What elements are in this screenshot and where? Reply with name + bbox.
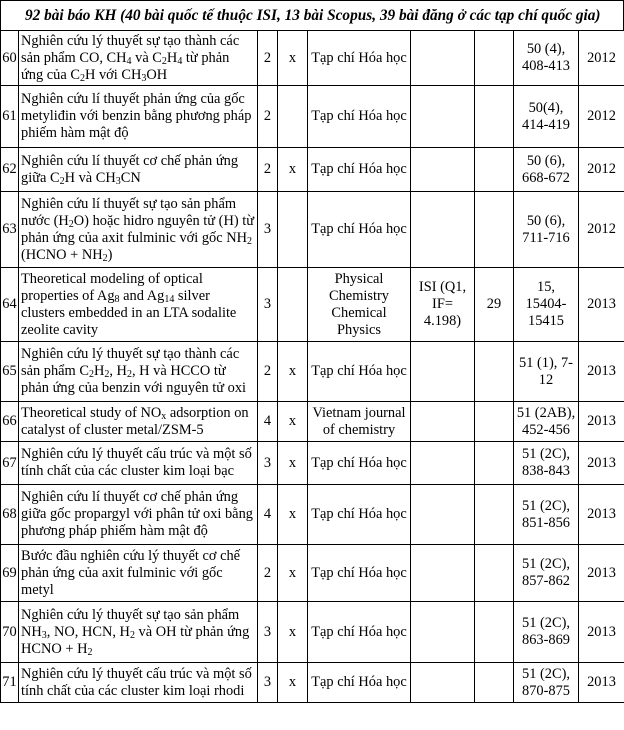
volume-pages-cell: 50 (4), 408-413 <box>514 31 579 86</box>
index-cell <box>411 86 475 148</box>
row-number-cell: 60 <box>1 31 19 86</box>
main-author-mark-cell: x <box>278 148 308 192</box>
index-cell <box>411 602 475 663</box>
citation-cell <box>475 442 514 485</box>
title-text: , H và HCCO từ phản ứng của benzin với nguyên tử oxi <box>21 363 247 396</box>
title-subscript: 2 <box>79 72 85 84</box>
author-count-cell: 2 <box>258 31 278 86</box>
title-text: OH <box>146 66 168 83</box>
index-cell <box>411 402 475 442</box>
index-cell <box>411 545 475 602</box>
article-title-cell <box>19 602 258 663</box>
index-cell <box>411 342 475 402</box>
row-number-cell: 61 <box>1 86 19 148</box>
title-text: H với CH <box>84 66 142 83</box>
title-subscript: 2 <box>161 55 167 67</box>
year-cell: 2012 <box>579 192 624 268</box>
title-subscript: 2 <box>247 235 253 247</box>
citation-cell <box>475 148 514 192</box>
row-number-cell: 62 <box>1 148 19 192</box>
title-text: và OH từ phản ứng HCNO + H <box>21 623 250 657</box>
index-cell <box>411 663 475 703</box>
article-title-cell <box>19 86 258 148</box>
article-title-cell <box>19 148 258 192</box>
citation-cell <box>475 545 514 602</box>
title-subscript: 3 <box>41 629 47 641</box>
citation-cell <box>475 86 514 148</box>
title-text: , H <box>109 363 127 379</box>
article-title-cell <box>19 342 258 402</box>
volume-pages-cell: 51 (2AB), 452-456 <box>514 402 579 442</box>
author-count-cell: 2 <box>258 86 278 148</box>
citation-cell <box>475 192 514 268</box>
title-text: and Ag <box>119 287 165 304</box>
author-count-cell: 3 <box>258 268 278 342</box>
citation-cell <box>475 342 514 402</box>
table-row <box>1 31 624 86</box>
author-count-cell: 2 <box>258 545 278 602</box>
title-text: (HCNO + NH <box>21 246 103 263</box>
title-subscript: 2 <box>88 369 94 380</box>
table-row <box>1 602 624 663</box>
journal-cell: Tạp chí Hóa học <box>308 602 411 663</box>
article-title-cell <box>19 402 258 442</box>
journal-cell: Tạp chí Hóa học <box>308 192 411 268</box>
row-number-cell: 66 <box>1 402 19 442</box>
year-cell: 2012 <box>579 31 624 86</box>
title-text: Nghiên cứu lí thuyết cơ chế phản ứng giữa gốc propargyl với phân tử oxi bằng phương pháp phiếm hàm mật độ <box>21 489 253 539</box>
volume-pages-cell: 50(4), 414-419 <box>514 86 579 148</box>
main-author-mark-cell: x <box>278 31 308 86</box>
index-cell <box>411 31 475 86</box>
author-count-cell: 4 <box>258 485 278 545</box>
title-text: H <box>93 363 105 379</box>
row-number-cell: 70 <box>1 602 19 663</box>
author-count-cell: 3 <box>258 663 278 703</box>
volume-pages-cell: 51 (2C), 851-856 <box>514 485 579 545</box>
main-author-mark-cell: x <box>278 442 308 485</box>
index-cell <box>411 148 475 192</box>
citation-cell <box>475 485 514 545</box>
title-text: Nghiên cứu lí thuyết cơ chế phản ứng giữa C <box>21 152 239 186</box>
title-text: CN <box>120 169 141 186</box>
article-title-cell <box>19 192 258 268</box>
title-subscript: 2 <box>87 646 93 658</box>
publications-table <box>0 30 624 703</box>
year-cell: 2013 <box>579 442 624 485</box>
main-author-mark-cell: x <box>278 663 308 703</box>
row-number-cell: 63 <box>1 192 19 268</box>
article-title-cell <box>19 545 258 602</box>
year-cell: 2012 <box>579 86 624 148</box>
year-cell: 2013 <box>579 402 624 442</box>
title-text: Theoretical study of NO <box>21 404 162 421</box>
year-cell: 2013 <box>579 545 624 602</box>
row-number-cell: 67 <box>1 442 19 485</box>
section-header <box>0 0 624 30</box>
author-count-cell: 2 <box>258 148 278 192</box>
journal-cell: Physical Chemistry Chemical Physics <box>308 268 411 342</box>
journal-cell: Tạp chí Hóa học <box>308 442 411 485</box>
title-text: Nghiên cứu lý thuyết cấu trúc và một số tính chất của các cluster kim loại rhodi <box>21 665 252 699</box>
title-text: adsorption on catalyst of cluster metal/ZSM-5 <box>21 404 249 438</box>
table-row <box>1 342 624 402</box>
index-cell <box>411 192 475 268</box>
title-subscript: 2 <box>104 369 110 380</box>
article-title-cell <box>19 442 258 485</box>
citation-cell <box>475 602 514 663</box>
volume-pages-cell: 51 (2C), 863-869 <box>514 602 579 663</box>
index-cell: ISI (Q1, IF= 4.198) <box>411 268 475 342</box>
publications-body <box>1 31 624 703</box>
section-title: 92 bài báo KH (40 bài quốc tế thuộc ISI, 13 bài Scopus, 39 bài đăng ở các tạp chí quốc gia) <box>25 6 601 24</box>
table-row <box>1 663 624 703</box>
title-subscript: 8 <box>114 293 120 305</box>
title-text: Nghiên cứu lý thuyết sự tạo thành các sản phẩm C <box>21 346 240 379</box>
author-count-cell: 3 <box>258 192 278 268</box>
author-count-cell: 4 <box>258 402 278 442</box>
citation-cell <box>475 663 514 703</box>
table-row <box>1 148 624 192</box>
index-cell <box>411 485 475 545</box>
volume-pages-cell: 50 (6), 668-672 <box>514 148 579 192</box>
row-number-cell: 68 <box>1 485 19 545</box>
title-subscript: 2 <box>129 629 135 641</box>
title-text: O) hoặc hidro nguyên tử (H) từ phản ứng của axit fulminic với gốc NH <box>21 212 255 246</box>
title-text: Nghiên cứu lí thuyết sự tạo sản phẩm nước (H <box>21 195 237 229</box>
table-row <box>1 402 624 442</box>
volume-pages-cell: 15, 15404-15415 <box>514 268 579 342</box>
journal-cell: Tạp chí Hóa học <box>308 485 411 545</box>
row-number-cell: 71 <box>1 663 19 703</box>
title-text: Nghiên cứu lý thuyết sự tạo thành các sản phẩm CO, CH <box>21 32 240 66</box>
title-text: Nghiên cứu lý thuyết cấu trúc và một số tính chất của các cluster kim loại bạc <box>21 446 252 479</box>
journal-cell: Tạp chí Hóa học <box>308 342 411 402</box>
citation-cell <box>475 31 514 86</box>
row-number-cell: 69 <box>1 545 19 602</box>
volume-pages-cell: 51 (2C), 870-875 <box>514 663 579 703</box>
article-title-cell <box>19 31 258 86</box>
title-subscript: 2 <box>68 218 74 230</box>
year-cell: 2013 <box>579 342 624 402</box>
main-author-mark-cell <box>278 192 308 268</box>
year-cell: 2013 <box>579 663 624 703</box>
journal-cell: Vietnam journal of chemistry <box>308 402 411 442</box>
volume-pages-cell: 51 (1), 7-12 <box>514 342 579 402</box>
main-author-mark-cell: x <box>278 485 308 545</box>
title-subscript: 14 <box>164 293 175 305</box>
title-subscript: 2 <box>102 252 108 264</box>
journal-cell: Tạp chí Hóa học <box>308 148 411 192</box>
title-text: Theoretical modeling of optical properties of Ag <box>21 270 203 304</box>
main-author-mark-cell: x <box>278 342 308 402</box>
article-title-cell <box>19 485 258 545</box>
table-row <box>1 442 624 485</box>
title-subscript: 3 <box>115 175 121 187</box>
article-title-cell <box>19 663 258 703</box>
main-author-mark-cell <box>278 268 308 342</box>
title-text: silver clusters embedded in an LTA sodalite zeolite cavity <box>21 287 237 338</box>
volume-pages-cell: 50 (6), 711-716 <box>514 192 579 268</box>
article-title-cell <box>19 268 258 342</box>
journal-cell: Tạp chí Hóa học <box>308 663 411 703</box>
journal-cell: Tạp chí Hóa học <box>308 86 411 148</box>
title-text: Nghiên cứu lí thuyết phản ứng của gốc metyliđin với benzin bằng phương pháp phiếm hàm mật độ <box>21 91 252 141</box>
table-row <box>1 268 624 342</box>
row-number-cell: 64 <box>1 268 19 342</box>
year-cell: 2013 <box>579 602 624 663</box>
year-cell: 2013 <box>579 485 624 545</box>
author-count-cell: 3 <box>258 602 278 663</box>
journal-cell: Tạp chí Hóa học <box>308 31 411 86</box>
title-subscript: 2 <box>59 175 65 187</box>
title-subscript: 2 <box>126 369 132 380</box>
table-row <box>1 485 624 545</box>
author-count-cell: 2 <box>258 342 278 402</box>
table-row <box>1 86 624 148</box>
title-text: Nghiên cứu lý thuyết sự tạo sản phẩm NH <box>21 606 240 640</box>
title-subscript: x <box>161 410 167 422</box>
title-subscript: 4 <box>177 55 183 67</box>
table-row <box>1 192 624 268</box>
author-count-cell: 3 <box>258 442 278 485</box>
main-author-mark-cell: x <box>278 402 308 442</box>
table-row <box>1 545 624 602</box>
title-subscript: 3 <box>141 72 147 84</box>
main-author-mark-cell <box>278 86 308 148</box>
volume-pages-cell: 51 (2C), 857-862 <box>514 545 579 602</box>
main-author-mark-cell: x <box>278 602 308 663</box>
year-cell: 2013 <box>579 268 624 342</box>
title-text: , NO, HCN, H <box>46 623 130 640</box>
title-text: H <box>166 49 178 66</box>
main-author-mark-cell: x <box>278 545 308 602</box>
title-subscript: 4 <box>126 55 132 67</box>
title-text: và C <box>131 49 162 66</box>
title-text: từ phản ứng của C <box>21 49 230 83</box>
title-text: Bước đầu nghiên cứu lý thuyết cơ chế phản ứng của axit fulminic với gốc metyl <box>21 547 241 598</box>
citation-cell: 29 <box>475 268 514 342</box>
title-text: ) <box>107 246 113 263</box>
volume-pages-cell: 51 (2C), 838-843 <box>514 442 579 485</box>
title-text: H và CH <box>64 169 116 186</box>
citation-cell <box>475 402 514 442</box>
index-cell <box>411 442 475 485</box>
journal-cell: Tạp chí Hóa học <box>308 545 411 602</box>
row-number-cell: 65 <box>1 342 19 402</box>
year-cell: 2012 <box>579 148 624 192</box>
